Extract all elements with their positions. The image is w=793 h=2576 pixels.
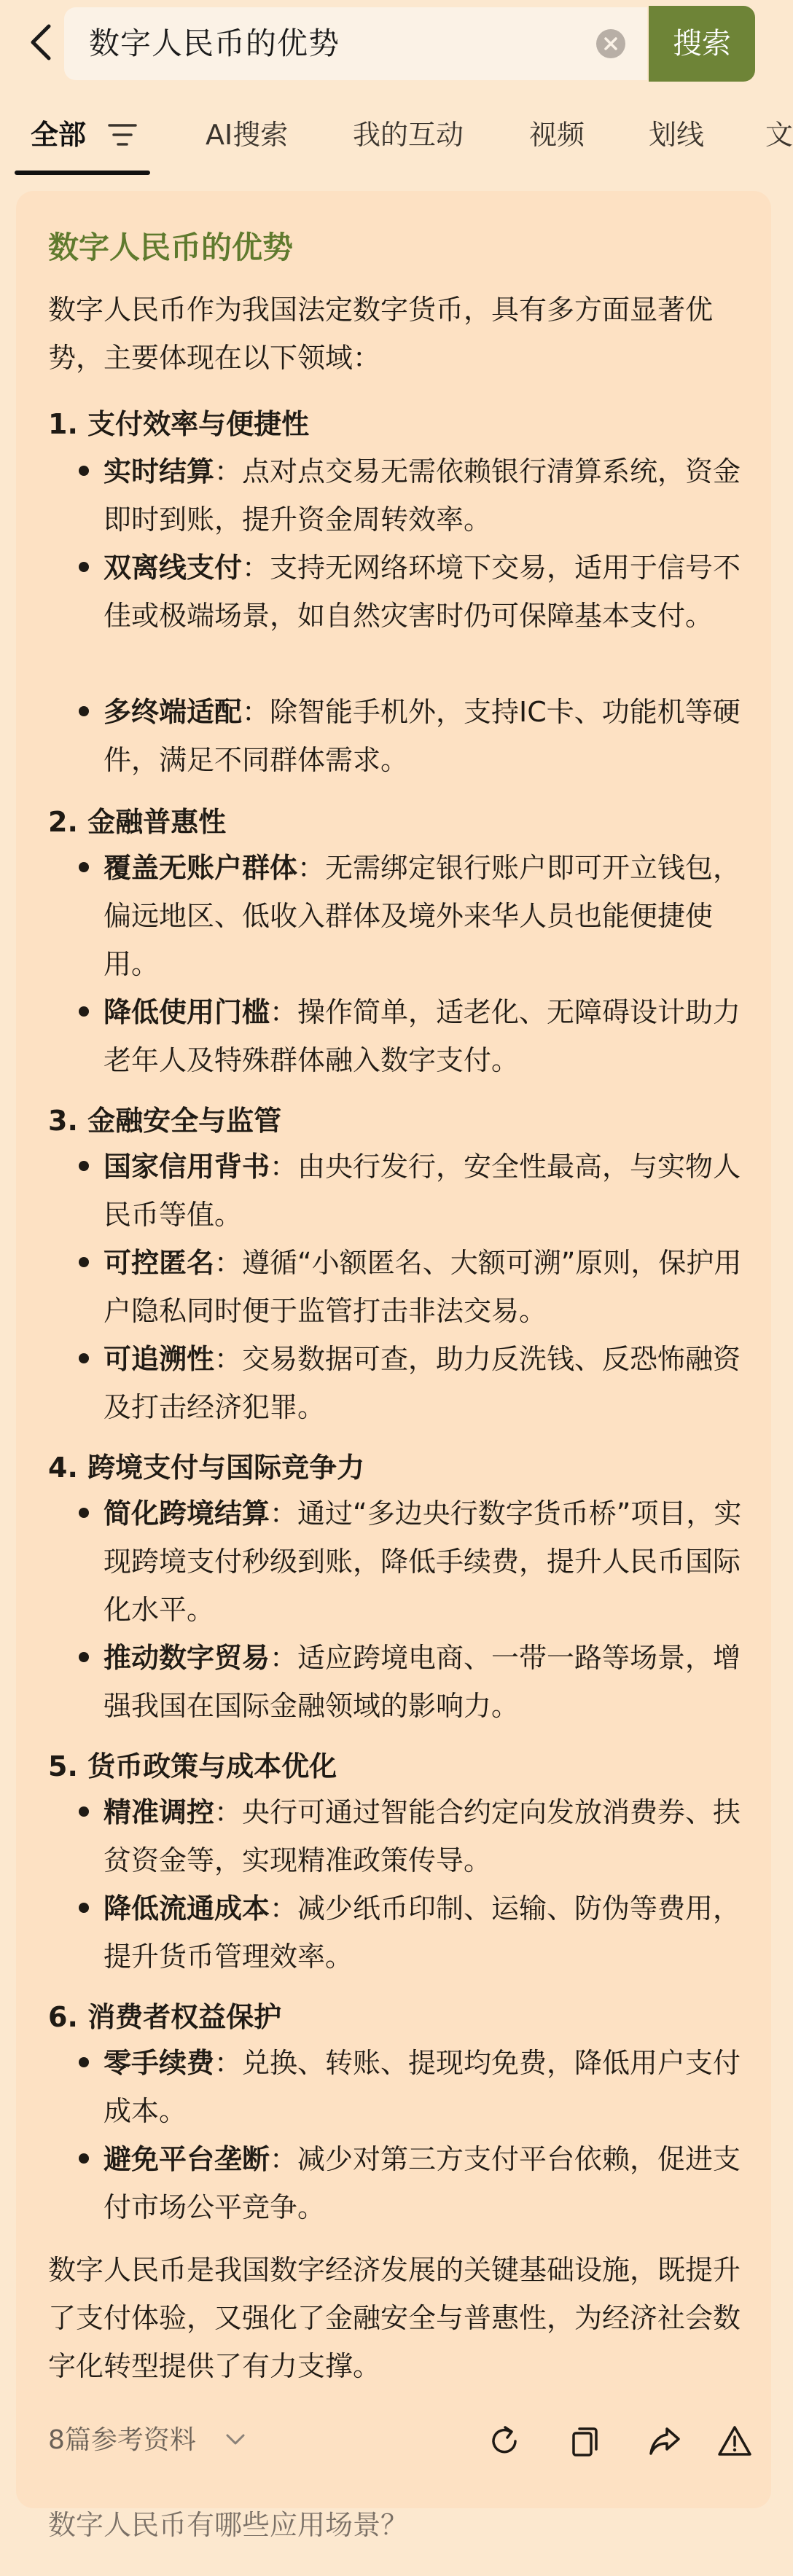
tab-highlights[interactable]: 划线 — [649, 119, 705, 151]
list-item — [103, 1884, 745, 1981]
bullet-icon — [79, 1806, 89, 1817]
section-heading: 2. 金融普惠性 — [48, 806, 227, 838]
item-text: ：交易数据可查，助力反洗钱、反恐怖融资及打击经济犯罪。 — [103, 1343, 741, 1423]
item-term: 推动数字贸易 — [103, 1642, 270, 1674]
search-input[interactable] — [64, 7, 647, 80]
clear-icon[interactable] — [596, 29, 625, 58]
list-item — [103, 1335, 745, 1431]
section-heading: 1. 支付效率与便捷性 — [48, 408, 310, 440]
list-item — [103, 844, 745, 988]
item-text: ：适应跨境电商、一带一路等场景，增强我国在国际金融领域的影响力。 — [103, 1642, 741, 1722]
bullet-icon — [79, 1652, 89, 1662]
item-text: ：减少纸币印制、运输、防伪等费用，提升货币管理效率。 — [103, 1892, 741, 1973]
item-text: ：除智能手机外，支持IC卡、功能机等硬件，满足不同群体需求。 — [103, 696, 741, 776]
tab-my-interactions[interactable]: 我的互动 — [353, 119, 464, 151]
bullet-icon — [79, 862, 89, 872]
list-item — [103, 988, 745, 1084]
item-term: 避免平台垄断 — [103, 2143, 270, 2175]
item-term: 可追溯性 — [103, 1343, 215, 1375]
list-item — [103, 1788, 745, 1884]
answer-conclusion: 数字人民币是我国数字经济发展的关键基础设施，既提升了支付体验，又强化了金融安全与普惠性，为经济社会数字化转型提供了有力支撑。 — [48, 2254, 741, 2382]
share-icon[interactable] — [644, 2421, 685, 2462]
item-term: 双离线支付 — [103, 552, 243, 584]
item-text: ：无需绑定银行账户即可开立钱包，偏远地区、低收入群体及境外来华人员也能便捷使用。 — [103, 852, 741, 980]
answer-intro: 数字人民币作为我国法定数字货币，具有多方面显著优势，主要体现在以下领域： — [48, 294, 714, 374]
item-term: 降低流通成本 — [103, 1892, 270, 1925]
list-item — [103, 447, 745, 544]
list-item — [103, 1239, 745, 1335]
list-item — [103, 544, 745, 640]
tab-all[interactable]: 全部 — [31, 119, 87, 151]
item-text: ：点对点交易无需依赖银行清算系统，资金即时到账，提升资金周转效率。 — [103, 455, 741, 536]
section-heading: 6. 消费者权益保护 — [48, 2001, 282, 2033]
copy-icon[interactable] — [564, 2421, 605, 2462]
ai-answer-card — [16, 191, 771, 2508]
tab-overflow[interactable]: 文 — [765, 119, 793, 151]
answer-footer — [48, 2415, 748, 2466]
filter-icon[interactable] — [108, 122, 137, 150]
tab-bar — [0, 95, 793, 179]
bullet-icon — [79, 1257, 89, 1267]
item-term: 实时结算 — [103, 455, 215, 488]
item-text: ：由央行发行，安全性最高，与实物人民币等值。 — [103, 1151, 741, 1231]
refresh-icon[interactable] — [484, 2421, 525, 2462]
back-arrow-icon[interactable] — [19, 16, 63, 68]
item-term: 多终端适配 — [103, 696, 243, 728]
bullet-icon — [79, 2153, 89, 2164]
list-item — [103, 1634, 745, 1730]
suggested-question[interactable]: 数字人民币有哪些应用场景？ — [48, 2509, 409, 2541]
item-term: 降低使用门槛 — [103, 996, 270, 1028]
chevron-down-icon[interactable] — [224, 2431, 246, 2451]
list-item — [103, 688, 745, 784]
section-heading: 5. 货币政策与成本优化 — [48, 1750, 337, 1782]
bullet-icon — [79, 2057, 89, 2067]
item-term: 国家信用背书 — [103, 1151, 270, 1183]
bullet-icon — [79, 1353, 89, 1363]
top-bar — [0, 0, 787, 86]
active-tab-indicator — [15, 171, 150, 175]
section-heading: 3. 金融安全与监管 — [48, 1105, 282, 1137]
item-text: ：支持无网络环境下交易，适用于信号不佳或极端场景，如自然灾害时仍可保障基本支付。 — [103, 552, 741, 632]
item-term: 覆盖无账户群体 — [103, 852, 298, 884]
item-term: 可控匿名 — [103, 1247, 215, 1279]
list-item — [103, 2039, 745, 2135]
item-term: 简化跨境结算 — [103, 1498, 270, 1530]
warning-icon[interactable] — [714, 2421, 755, 2462]
list-item — [103, 1489, 745, 1634]
item-term: 零手续费 — [103, 2047, 215, 2079]
list-item — [103, 2135, 745, 2231]
section-heading: 4. 跨境支付与国际竞争力 — [48, 1452, 365, 1484]
item-text: ：操作简单，适老化、无障碍设计助力老年人及特殊群体融入数字支付。 — [103, 996, 741, 1076]
item-text: ：兑换、转账、提现均免费，降低用户支付成本。 — [103, 2047, 741, 2127]
bullet-icon — [79, 706, 89, 716]
item-text: ：遵循“小额匿名、大额可溯”原则，保护用户隐私同时便于监管打击非法交易。 — [103, 1247, 742, 1327]
bullet-icon — [79, 1903, 89, 1913]
tab-ai-search[interactable]: AI搜索 — [206, 119, 289, 151]
search-button[interactable]: 搜索 — [649, 6, 755, 82]
item-text: ：通过“多边央行数字货币桥”项目，实现跨境支付秒级到账，降低手续费，提升人民币国际化水平。 — [103, 1498, 742, 1626]
references-link[interactable]: 8篇参考资料 — [48, 2425, 196, 2455]
item-text: ：央行可通过智能合约定向发放消费券、扶贫资金等，实现精准政策传导。 — [103, 1796, 741, 1876]
answer-title: 数字人民币的优势 — [48, 230, 294, 265]
bullet-icon — [79, 1161, 89, 1171]
tab-video[interactable]: 视频 — [529, 119, 585, 151]
search-query-text: 数字人民币的优势 — [89, 26, 340, 61]
item-text: ：减少对第三方支付平台依赖，促进支付市场公平竞争。 — [103, 2143, 741, 2223]
bullet-icon — [79, 466, 89, 476]
list-item — [103, 1143, 745, 1239]
item-term: 精准调控 — [103, 1796, 215, 1828]
bullet-icon — [79, 562, 89, 572]
bullet-icon — [79, 1508, 89, 1518]
bullet-icon — [79, 1006, 89, 1017]
